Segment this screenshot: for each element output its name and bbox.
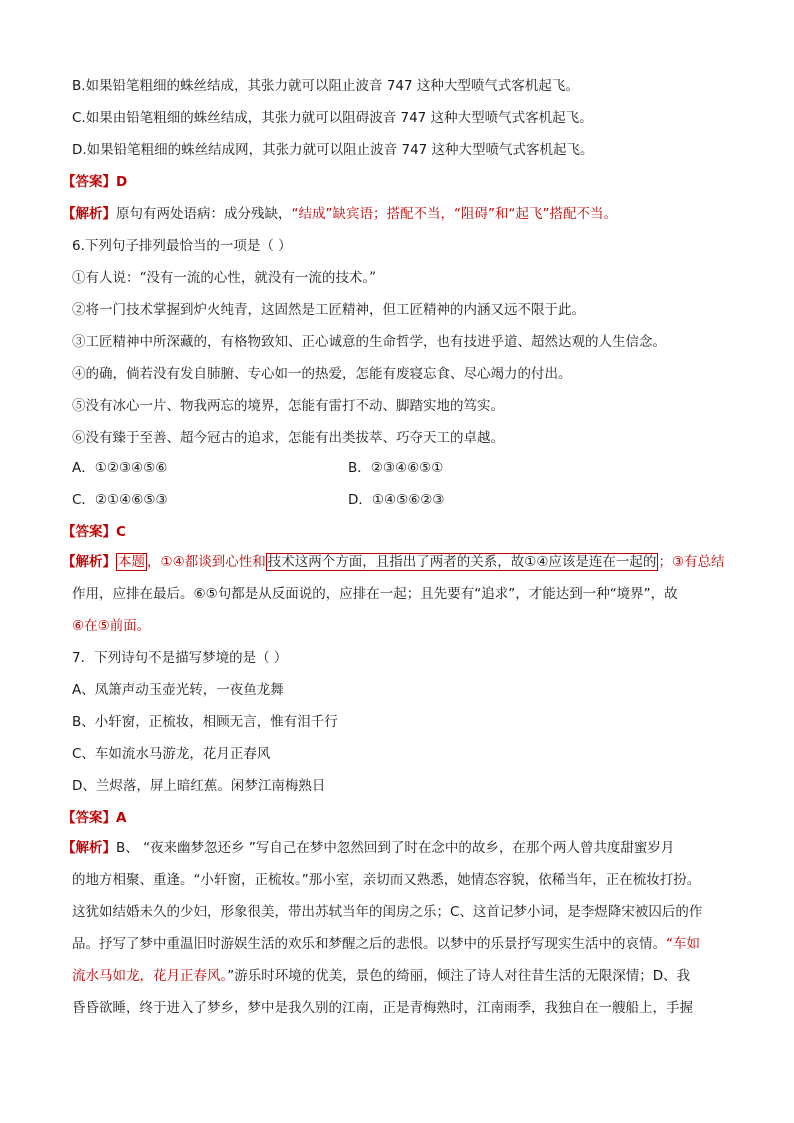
q6-stem: 6.下列句子排列最恰当的一项是（ ） <box>72 238 292 254</box>
q7-analysis-line-5 <box>72 966 690 986</box>
analysis-label: 【解析】 <box>62 206 116 222</box>
analysis-text-boxed: 本题 <box>118 554 145 570</box>
q7-analysis-line-1 <box>62 838 674 858</box>
analysis-text-highlight: ；③有总结 <box>658 554 725 570</box>
analysis-text: “夜来幽梦忽还乡 ”写自己在梦中忽然回到了时在念中的故乡，在那个两人曾共度甜蜜岁月 <box>143 840 675 856</box>
q7-analysis-line-6: 昏昏欲睡，终于进入了梦乡，梦中是我久别的江南，正是青梅熟时，江南雨季，我独自在一艘船上，手握 <box>72 1000 693 1016</box>
analysis-text: B、 <box>116 840 139 856</box>
q7-option-d: D、兰烬落，屏上暗红蕉。闲梦江南梅熟日 <box>72 778 326 794</box>
q6-analysis-line-1 <box>62 552 725 572</box>
q6-analysis-line-3: ⑥在⑤前面。 <box>72 618 151 634</box>
q5-analysis <box>62 204 617 224</box>
answer-label: 【答案】 <box>62 174 116 190</box>
analysis-text: ”游乐时环境的优美，景色的绮丽，倾注了诗人对往昔生活的无限深情；D、我 <box>227 968 691 984</box>
q6-answer <box>62 522 126 542</box>
analysis-text: 原句有两处语病：成分残缺， <box>116 206 292 222</box>
answer-value: D <box>116 174 128 190</box>
q5-option-b: B.如果铅笔粗细的蛛丝结成，其张力就可以阻止波音 747 这种大型喷气式客机起飞。 <box>72 78 579 94</box>
q5-option-d: D.如果铅笔粗细的蛛丝结成网，其张力就可以阻止波音 747 这种大型喷气式客机起飞。 <box>72 142 594 158</box>
analysis-label: 【解析】 <box>62 554 116 570</box>
q7-option-a: A、凤箫声动玉壶光转，一夜鱼龙舞 <box>72 682 284 698</box>
answer-value: C <box>116 524 126 540</box>
answer-label: 【答案】 <box>62 810 116 826</box>
q6-option-b: B．②③④⑥⑤① <box>348 460 444 476</box>
q6-option-d: D．①④⑤⑥②③ <box>348 492 445 508</box>
analysis-text-highlight: ，①④都谈到心性和 <box>147 554 266 570</box>
q7-analysis-line-3: 这犹如结婚未久的少妇，形象很美，带出苏轼当年的闺房之乐；C、这首记梦小词，是李煜降宋被囚后的作 <box>72 904 703 920</box>
q6-options-row-2 <box>72 490 445 510</box>
q6-options-row-1 <box>72 458 444 478</box>
q7-analysis-line-2: 的地方相聚、重逢。“小轩窗，正梳妆。”那小室，亲切而又熟悉，她情态容貌，依稀当年，正在梳妆打扮。 <box>72 872 701 888</box>
q5-option-c: C.如果由铅笔粗细的蛛丝结成，其张力就可以阻碍波音 747 这种大型喷气式客机起飞。 <box>72 110 593 126</box>
q6-sentence-1: ①有人说：“没有一流的心性，就没有一流的技术。” <box>72 270 377 286</box>
analysis-text-highlight: “车如 <box>666 936 700 952</box>
analysis-text: 品。抒写了梦中重温旧时游娱生活的欢乐和梦醒之后的悲恨。以梦中的乐景抒写现实生活中的哀情。 <box>72 936 666 952</box>
q6-sentence-6: ⑥没有臻于至善、超今冠古的追求，怎能有出类拔萃、巧夺天工的卓越。 <box>72 430 504 446</box>
q6-sentence-2: ②将一门技术掌握到炉火纯青，这固然是工匠精神，但工匠精神的内涵又远不限于此。 <box>72 302 585 318</box>
q6-option-c: C．②①④⑥⑤③ <box>72 492 168 508</box>
q6-sentence-5: ⑤没有冰心一片、物我两忘的境界，怎能有雷打不动、脚踏实地的笃实。 <box>72 398 504 414</box>
answer-label: 【答案】 <box>62 524 116 540</box>
q6-sentence-3: ③工匠精神中所深藏的，有格物致知、正心诚意的生命哲学，也有技进乎道、超然达观的人生信念。 <box>72 334 666 350</box>
q7-stem: 7．下列诗句不是描写梦境的是（ ） <box>72 650 288 666</box>
analysis-text-highlight: 流水马如龙，花月正春风。 <box>72 968 228 984</box>
q5-answer <box>62 172 127 192</box>
analysis-label: 【解析】 <box>62 840 116 856</box>
q7-option-c: C、车如流水马游龙，花月正春风 <box>72 746 271 762</box>
q7-answer <box>62 808 126 828</box>
answer-value: A <box>116 810 127 826</box>
q6-option-a: A．①②③④⑤⑥ <box>72 460 168 476</box>
q6-analysis-line-2: 作用，应排在最后。⑥⑤句都是从反面说的，应排在一起；且先要有“追求”，才能达到一种“境界”，故 <box>72 586 678 602</box>
q7-analysis-line-4 <box>72 934 700 954</box>
q6-sentence-4: ④的确，倘若没有发自肺腑、专心如一的热爱，怎能有废寝忘食、尽心竭力的付出。 <box>72 366 572 382</box>
q7-option-b: B、小轩窗，正梳妆，相顾无言，惟有泪千行 <box>72 714 338 730</box>
analysis-text-boxed: 技术这两个方面，且指出了两者的关系，故①④应该是连在一起的 <box>267 554 657 570</box>
analysis-text-highlight: “结成”缺宾语；搭配不当，“阻碍”和“起飞”搭配不当。 <box>291 206 617 222</box>
